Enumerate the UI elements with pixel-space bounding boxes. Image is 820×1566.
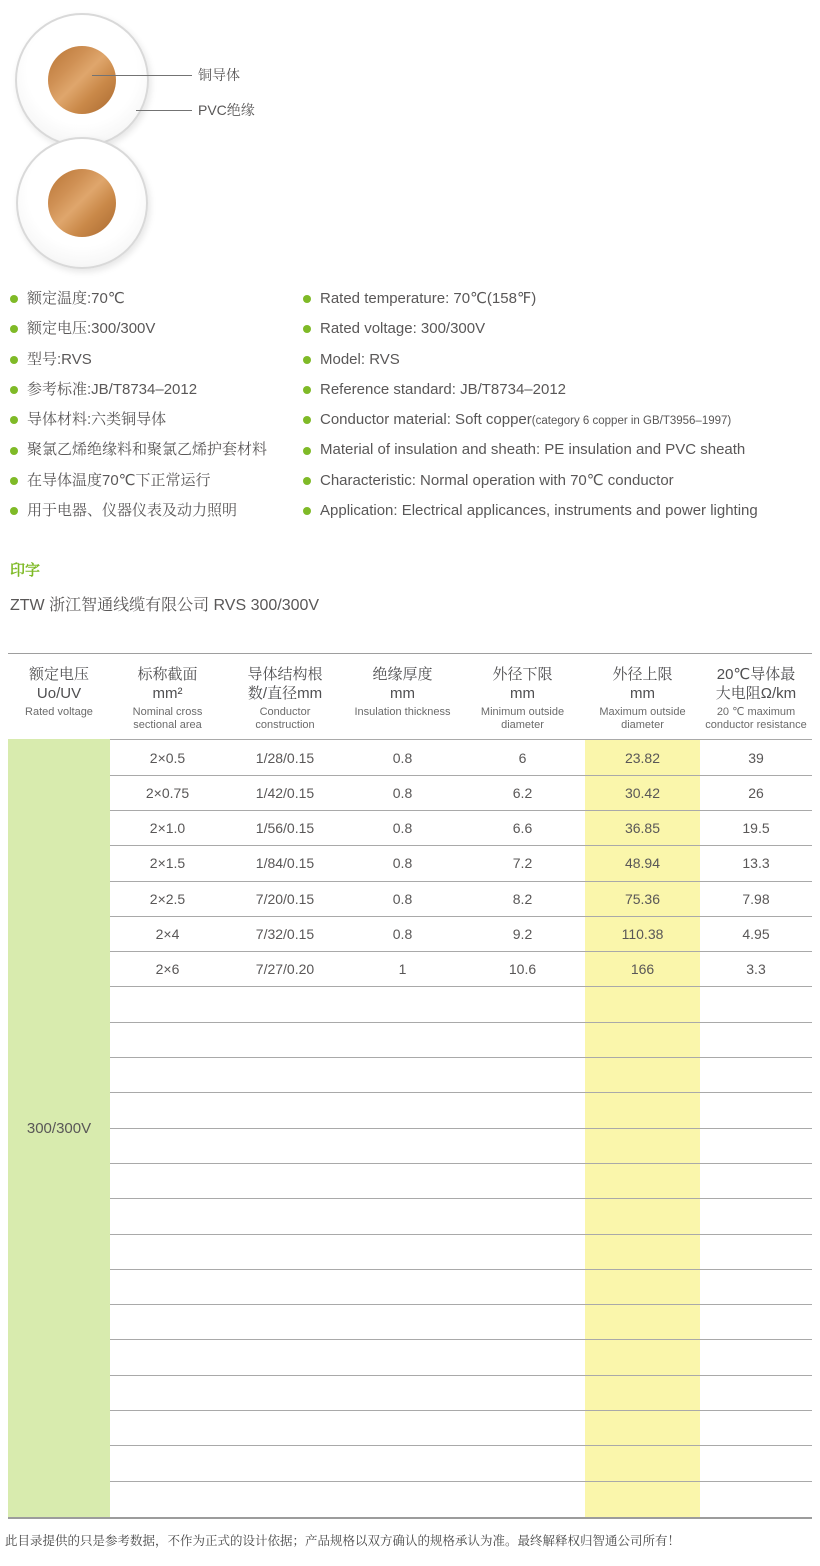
table-row-empty bbox=[110, 1305, 812, 1340]
column-header-zh-line2: mm bbox=[510, 685, 535, 703]
table-cell: 6.2 bbox=[512, 784, 533, 801]
table-cell-empty bbox=[225, 1340, 345, 1374]
table-cell: 2×6 bbox=[155, 961, 180, 978]
spec-item-en-label: Conductor material: Soft copper bbox=[320, 411, 532, 429]
table-cell-empty bbox=[460, 1376, 585, 1410]
table-cell: 0.8 bbox=[392, 890, 413, 907]
bullet-icon bbox=[303, 295, 311, 303]
spec-list-en bbox=[303, 284, 758, 526]
table-cell-empty bbox=[225, 1023, 345, 1057]
table-cell-empty bbox=[345, 1411, 460, 1445]
bullet-icon bbox=[303, 386, 311, 394]
table-cell-empty bbox=[225, 987, 345, 1021]
table-cell: 2×0.5 bbox=[149, 749, 186, 766]
table-cell-empty bbox=[585, 987, 700, 1021]
spec-item-zh-label: 用于电器、仪器仪表及动力照明 bbox=[27, 502, 238, 520]
table-cell-empty bbox=[345, 1235, 460, 1269]
table-cell: 19.5 bbox=[742, 820, 770, 837]
table-cell: 48.94 bbox=[585, 846, 700, 880]
table-cell: 1/56/0.15 bbox=[255, 820, 315, 837]
table-row-empty bbox=[110, 1376, 812, 1411]
table-row bbox=[110, 740, 812, 775]
spec-item-zh bbox=[10, 345, 303, 375]
table-row-empty bbox=[110, 1023, 812, 1058]
bullet-icon bbox=[303, 416, 311, 424]
table-cell-empty bbox=[585, 1129, 700, 1163]
table-row bbox=[110, 882, 812, 917]
column-header-zh-line1: 外径上限 bbox=[612, 666, 673, 684]
table-cell-empty bbox=[225, 1129, 345, 1163]
table-cell: 1/42/0.15 bbox=[255, 784, 315, 801]
table-cell-empty bbox=[585, 1482, 700, 1517]
table-cell-empty bbox=[460, 1411, 585, 1445]
column-header-zh-line2: 数/直径mm bbox=[247, 685, 323, 703]
spec-item-en bbox=[303, 435, 758, 465]
spec-item-en bbox=[303, 345, 758, 375]
table-cell: 23.82 bbox=[585, 740, 700, 774]
spec-table bbox=[8, 653, 812, 1519]
table-cell-empty bbox=[225, 1305, 345, 1339]
table-cell: 0.8 bbox=[392, 749, 413, 766]
table-cell-empty bbox=[460, 1164, 585, 1198]
spec-item-en bbox=[303, 405, 758, 435]
table-cell-empty bbox=[110, 1305, 225, 1339]
insulation-circle-top bbox=[15, 13, 149, 147]
table-cell-empty bbox=[700, 1446, 812, 1480]
table-row-empty bbox=[110, 1446, 812, 1481]
insulation-pointer-line bbox=[136, 110, 192, 111]
column-header-en: Maximum outside diameter bbox=[599, 706, 686, 732]
table-row bbox=[110, 776, 812, 811]
table-cell: 10.6 bbox=[508, 961, 537, 978]
table-cell-empty bbox=[225, 1058, 345, 1092]
table-header-row bbox=[8, 653, 812, 739]
table-row-empty bbox=[110, 1340, 812, 1375]
table-cell: 2×4 bbox=[155, 926, 180, 942]
table-cell-empty bbox=[345, 1376, 460, 1410]
table-cell-empty bbox=[110, 987, 225, 1021]
table-cell-empty bbox=[700, 1093, 812, 1127]
table-cell-empty bbox=[345, 1340, 460, 1374]
copper-conductor-bottom bbox=[48, 169, 116, 237]
table-column-header bbox=[460, 654, 585, 739]
table-cell-empty bbox=[110, 1129, 225, 1163]
bullet-icon bbox=[10, 356, 18, 364]
spec-item-zh bbox=[10, 496, 303, 526]
bullet-icon bbox=[303, 325, 311, 333]
bullet-icon bbox=[303, 477, 311, 485]
table-cell: 75.36 bbox=[585, 882, 700, 916]
spec-item-en-label: Rated voltage: 300/300V bbox=[320, 320, 486, 338]
conductor-label: 铜导体 bbox=[198, 67, 240, 83]
table-cell-empty bbox=[460, 1129, 585, 1163]
table-cell: 3.3 bbox=[746, 961, 766, 978]
table-column-header bbox=[225, 654, 345, 739]
spec-item-en bbox=[303, 314, 758, 344]
column-header-en: Minimum outside diameter bbox=[480, 706, 565, 732]
table-cell: 1/28/0.15 bbox=[255, 749, 315, 766]
table-cell-empty bbox=[225, 1376, 345, 1410]
table-cell-empty bbox=[225, 1164, 345, 1198]
spec-item-zh-label: 型号:RVS bbox=[27, 350, 92, 368]
spec-item-zh-label: 聚氯乙烯绝缘料和聚氯乙烯护套材料 bbox=[27, 441, 268, 459]
column-header-zh-line1: 导体结构根 bbox=[247, 666, 323, 684]
bullet-icon bbox=[10, 447, 18, 455]
table-cell-empty bbox=[225, 1482, 345, 1517]
spec-item-zh-label: 额定温度:70℃ bbox=[27, 290, 125, 307]
spec-item-en bbox=[303, 375, 758, 405]
table-cell-empty bbox=[345, 1093, 460, 1127]
table-cell-empty bbox=[585, 1093, 700, 1127]
table-cell-empty bbox=[700, 1411, 812, 1445]
cable-cross-section-diagram bbox=[0, 0, 820, 270]
column-header-zh-line2: mm² bbox=[152, 685, 183, 703]
table-cell-empty bbox=[345, 1023, 460, 1057]
bullet-icon bbox=[10, 386, 18, 394]
table-cell: 2×0.75 bbox=[145, 784, 190, 801]
table-cell-empty bbox=[585, 1376, 700, 1410]
table-cell-empty bbox=[460, 987, 585, 1021]
table-cell: 0.8 bbox=[392, 926, 413, 942]
table-cell-empty bbox=[700, 1376, 812, 1410]
column-header-zh-line1: 额定电压 bbox=[28, 666, 89, 684]
table-cell-empty bbox=[110, 1340, 225, 1374]
table-column-header bbox=[345, 654, 460, 739]
table-cell-empty bbox=[345, 1129, 460, 1163]
table-cell-empty bbox=[585, 1199, 700, 1233]
column-header-zh-line2: 大电阻Ω/km bbox=[715, 685, 797, 703]
spec-item-en-label: Material of insulation and sheath: PE insulation and PVC sheath bbox=[320, 441, 746, 459]
table-cell-empty bbox=[110, 1270, 225, 1304]
table-cell: 0.8 bbox=[392, 820, 413, 837]
bullet-icon bbox=[303, 507, 311, 515]
table-cell-empty bbox=[700, 1340, 812, 1374]
bullet-icon bbox=[10, 477, 18, 485]
spec-item-zh bbox=[10, 284, 303, 314]
table-cell: 30.42 bbox=[585, 776, 700, 810]
spec-item-zh bbox=[10, 435, 303, 465]
column-header-zh-line1: 20℃导体最 bbox=[716, 666, 796, 684]
column-header-en: Nominal cross sectional area bbox=[132, 706, 203, 732]
column-header-en: 20 ℃ maximum conductor resistance bbox=[705, 706, 807, 732]
table-cell: 2×1.5 bbox=[149, 855, 186, 872]
table-cell: 166 bbox=[585, 952, 700, 986]
table-cell-empty bbox=[225, 1235, 345, 1269]
table-cell-empty bbox=[110, 1199, 225, 1233]
table-cell-empty bbox=[460, 1235, 585, 1269]
spec-item-en-label: Model: RVS bbox=[320, 350, 400, 368]
table-row-empty bbox=[110, 987, 812, 1022]
spec-item-en bbox=[303, 466, 758, 496]
spec-item-zh bbox=[10, 314, 303, 344]
table-cell-empty bbox=[345, 1305, 460, 1339]
spec-item-en bbox=[303, 284, 758, 314]
table-cell-empty bbox=[585, 1340, 700, 1374]
table-cell: 0.8 bbox=[392, 784, 413, 801]
table-row-empty bbox=[110, 1129, 812, 1164]
conductor-pointer-line bbox=[92, 75, 192, 76]
table-cell-empty bbox=[110, 1411, 225, 1445]
table-cell-empty bbox=[110, 1058, 225, 1092]
table-cell-empty bbox=[110, 1023, 225, 1057]
table-cell-empty bbox=[700, 1129, 812, 1163]
bullet-icon bbox=[303, 356, 311, 364]
spec-item-en-label: Application: Electrical applicances, instruments and power lighting bbox=[320, 502, 758, 520]
table-cell-empty bbox=[700, 1270, 812, 1304]
table-cell-empty bbox=[110, 1376, 225, 1410]
table-cell: 110.38 bbox=[585, 917, 700, 951]
column-header-zh-line2: mm bbox=[390, 685, 415, 703]
table-cell-empty bbox=[225, 1199, 345, 1233]
table-cell-empty bbox=[225, 1411, 345, 1445]
spec-item-zh-label: 导体材料:六类铜导体 bbox=[27, 411, 167, 429]
table-cell: 9.2 bbox=[512, 926, 533, 942]
column-header-en: Conductor construction bbox=[255, 706, 315, 732]
table-cell-empty bbox=[345, 1446, 460, 1480]
table-row-empty bbox=[110, 1199, 812, 1234]
table-cell-empty bbox=[345, 1482, 460, 1517]
bullet-icon bbox=[10, 325, 18, 333]
spec-item-zh bbox=[10, 405, 303, 435]
table-cell-empty bbox=[585, 1164, 700, 1198]
table-row-empty bbox=[110, 1482, 812, 1517]
bullet-icon bbox=[303, 447, 311, 455]
table-cell: 1/84/0.15 bbox=[255, 855, 315, 872]
table-rows bbox=[110, 739, 812, 1517]
table-cell: 4.95 bbox=[742, 926, 770, 942]
table-row bbox=[110, 952, 812, 987]
column-header-zh-line2: Uo/UV bbox=[36, 685, 82, 703]
table-cell-empty bbox=[345, 1164, 460, 1198]
table-cell-empty bbox=[225, 1093, 345, 1127]
spec-item-en-label: Reference standard: JB/T8734–2012 bbox=[320, 380, 566, 398]
table-cell-empty bbox=[700, 1023, 812, 1057]
rated-voltage-cell: 300/300V bbox=[8, 739, 110, 1517]
table-cell-empty bbox=[585, 1446, 700, 1480]
table-cell: 7/20/0.15 bbox=[255, 890, 315, 907]
spec-lists bbox=[0, 270, 820, 526]
table-cell-empty bbox=[700, 1058, 812, 1092]
cable-marking-text: ZTW 浙江智通线缆有限公司 RVS 300/300V bbox=[10, 597, 320, 615]
table-row bbox=[110, 917, 812, 952]
table-column-header bbox=[700, 654, 812, 739]
spec-item-zh-label: 在导体温度70℃下正常运行 bbox=[27, 471, 211, 489]
spec-item-zh-label: 额定电压:300/300V bbox=[27, 320, 156, 338]
column-header-zh-line1: 绝缘厚度 bbox=[372, 666, 433, 684]
spec-item-en-label: Rated temperature: 70℃(158℉) bbox=[320, 290, 537, 307]
table-cell-empty bbox=[700, 1235, 812, 1269]
table-cell: 39 bbox=[748, 749, 764, 766]
print-section-heading: 印字 bbox=[10, 562, 41, 580]
table-row-empty bbox=[110, 1058, 812, 1093]
table-cell-empty bbox=[110, 1482, 225, 1517]
copper-conductor-top bbox=[48, 46, 116, 114]
table-cell-empty bbox=[460, 1023, 585, 1057]
table-cell: 26 bbox=[748, 784, 764, 801]
table-cell-empty bbox=[460, 1305, 585, 1339]
table-cell: 2×2.5 bbox=[149, 890, 186, 907]
table-cell-empty bbox=[585, 1270, 700, 1304]
table-cell-empty bbox=[585, 1411, 700, 1445]
table-row bbox=[110, 811, 812, 846]
insulation-label: PVC绝缘 bbox=[198, 102, 255, 118]
spec-item-en-note: (category 6 copper in GB/T3956–1997) bbox=[531, 415, 732, 428]
table-cell-empty bbox=[460, 1058, 585, 1092]
table-cell-empty bbox=[345, 1058, 460, 1092]
spec-item-en-label: Characteristic: Normal operation with 70℃ conductor bbox=[320, 471, 674, 489]
table-column-header bbox=[8, 654, 110, 739]
table-cell-empty bbox=[460, 1270, 585, 1304]
table-cell-empty bbox=[700, 987, 812, 1021]
table-row bbox=[110, 846, 812, 881]
table-cell-empty bbox=[700, 1482, 812, 1517]
table-column-header bbox=[585, 654, 700, 739]
column-header-en: Rated voltage bbox=[25, 706, 93, 719]
table-cell-empty bbox=[700, 1305, 812, 1339]
table-cell-empty bbox=[700, 1164, 812, 1198]
table-cell: 0.8 bbox=[392, 855, 413, 872]
table-cell-empty bbox=[460, 1446, 585, 1480]
bullet-icon bbox=[10, 295, 18, 303]
table-cell-empty bbox=[225, 1270, 345, 1304]
table-cell-empty bbox=[460, 1482, 585, 1517]
table-cell: 2×1.0 bbox=[149, 820, 186, 837]
column-header-en: Insulation thickness bbox=[354, 706, 451, 719]
column-header-zh-line2: mm bbox=[630, 685, 655, 703]
table-cell-empty bbox=[110, 1164, 225, 1198]
table-row-empty bbox=[110, 1235, 812, 1270]
spec-item-zh bbox=[10, 375, 303, 405]
insulation-circle-bottom bbox=[16, 137, 148, 269]
table-cell-empty bbox=[345, 1199, 460, 1233]
table-cell-empty bbox=[110, 1235, 225, 1269]
table-cell: 7.98 bbox=[742, 890, 770, 907]
table-row-empty bbox=[110, 1093, 812, 1128]
table-cell: 6.6 bbox=[512, 820, 533, 837]
table-cell: 6 bbox=[518, 749, 527, 766]
table-cell: 8.2 bbox=[512, 890, 533, 907]
table-body bbox=[8, 739, 812, 1519]
table-cell-empty bbox=[585, 1235, 700, 1269]
table-cell-empty bbox=[345, 987, 460, 1021]
table-cell-empty bbox=[585, 1023, 700, 1057]
disclaimer-text: 此目录提供的只是参考数据，不作为正式的设计依据；产品规格以双方确认的规格承认为准。最终解释权归智通公司所有！ bbox=[5, 1533, 681, 1548]
column-header-zh-line1: 标称截面 bbox=[137, 666, 198, 684]
spec-item-en bbox=[303, 496, 758, 526]
table-cell: 7/27/0.20 bbox=[255, 961, 315, 978]
table-cell-empty bbox=[460, 1340, 585, 1374]
table-cell-empty bbox=[700, 1199, 812, 1233]
table-cell: 7/32/0.15 bbox=[255, 926, 315, 942]
table-cell-empty bbox=[460, 1199, 585, 1233]
table-cell-empty bbox=[345, 1270, 460, 1304]
table-cell: 1 bbox=[398, 961, 407, 978]
table-cell-empty bbox=[460, 1093, 585, 1127]
table-cell: 13.3 bbox=[742, 855, 770, 872]
column-header-zh-line1: 外径下限 bbox=[492, 666, 553, 684]
spec-list-zh bbox=[10, 284, 303, 526]
bullet-icon bbox=[10, 416, 18, 424]
table-cell-empty bbox=[585, 1058, 700, 1092]
spec-item-zh bbox=[10, 466, 303, 496]
table-column-header bbox=[110, 654, 225, 739]
bullet-icon bbox=[10, 507, 18, 515]
table-row-empty bbox=[110, 1164, 812, 1199]
table-cell-empty bbox=[225, 1446, 345, 1480]
table-cell-empty bbox=[585, 1305, 700, 1339]
table-row-empty bbox=[110, 1270, 812, 1305]
table-cell: 36.85 bbox=[585, 811, 700, 845]
table-row-empty bbox=[110, 1411, 812, 1446]
spec-item-zh-label: 参考标准:JB/T8734–2012 bbox=[27, 380, 198, 398]
table-cell-empty bbox=[110, 1093, 225, 1127]
table-cell: 7.2 bbox=[512, 855, 533, 872]
table-cell-empty bbox=[110, 1446, 225, 1480]
